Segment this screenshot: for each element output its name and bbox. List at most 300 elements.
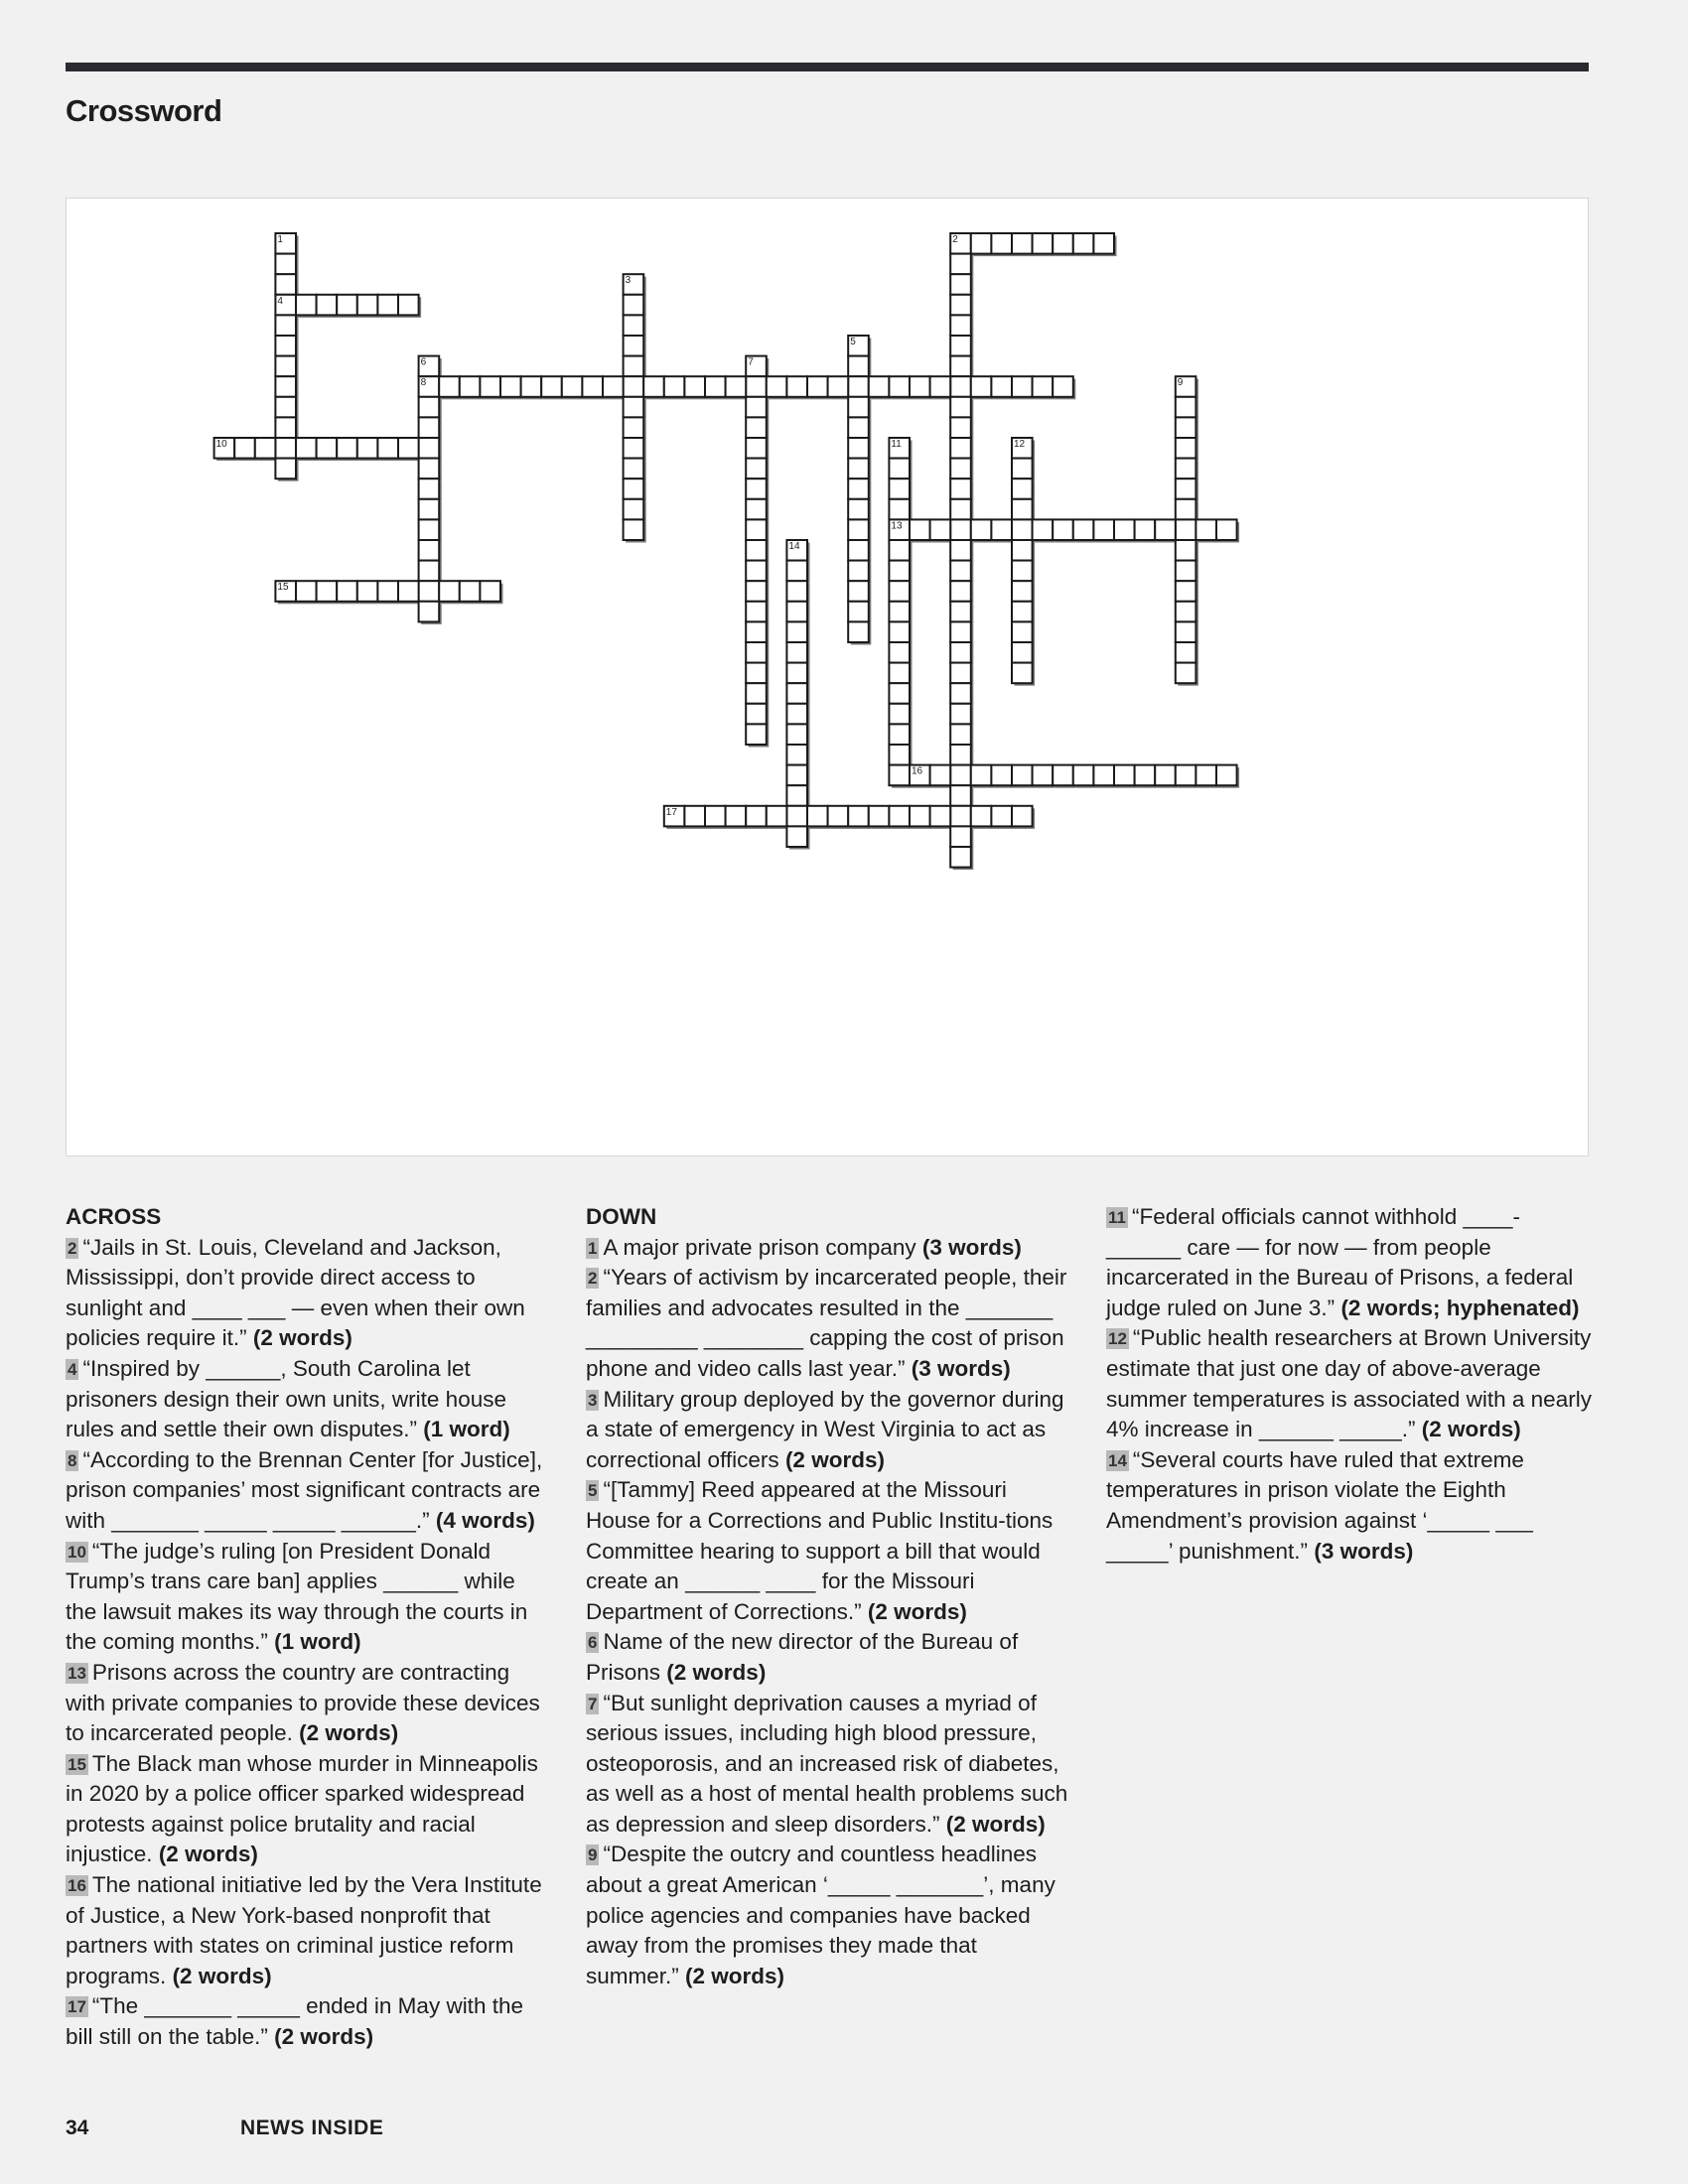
grid-cell[interactable] xyxy=(1012,806,1033,827)
grid-cell[interactable] xyxy=(930,806,951,827)
grid-cell[interactable] xyxy=(786,621,807,642)
clue-number-badge: 7 xyxy=(588,1694,598,1713)
grid-cell[interactable] xyxy=(275,315,296,336)
grid-cell[interactable] xyxy=(705,806,726,827)
grid-cell[interactable] xyxy=(1196,519,1216,540)
grid-cell[interactable] xyxy=(746,683,767,704)
grid-cell[interactable] xyxy=(1176,663,1196,684)
clue-text: Name of the new director of the Bureau of Prisons xyxy=(586,1629,1019,1685)
grid-cell[interactable] xyxy=(889,499,910,520)
clue-number-badge: 3 xyxy=(588,1390,598,1410)
grid-cell[interactable] xyxy=(255,438,276,459)
grid-cell[interactable] xyxy=(624,397,644,418)
grid-cell[interactable] xyxy=(950,540,971,561)
grid-cell[interactable] xyxy=(828,806,849,827)
grid-cell[interactable] xyxy=(1073,519,1094,540)
clue-word-count: (3 words) xyxy=(921,1234,1022,1260)
grid-cell[interactable] xyxy=(950,806,971,827)
grid-cell[interactable] xyxy=(950,704,971,725)
grid-cell[interactable] xyxy=(624,376,644,397)
clue-text: “[Tammy] Reed appeared at the Missouri House for a Corrections and Public Institu-tions Committee hearing to support a bill that would create an ______ ____ for the Missouri Department of Corrections.” xyxy=(586,1477,1054,1624)
grid-cell[interactable] xyxy=(746,642,767,663)
grid-cell[interactable] xyxy=(848,499,869,520)
grid-cell[interactable] xyxy=(746,417,767,438)
grid-cell-number: 16 xyxy=(912,765,923,777)
grid-cell[interactable] xyxy=(377,581,398,602)
grid-cell[interactable] xyxy=(234,438,255,459)
grid-cell[interactable] xyxy=(582,376,603,397)
grid-cell[interactable] xyxy=(1176,478,1196,499)
grid-cell[interactable] xyxy=(1135,765,1156,786)
grid-cell[interactable] xyxy=(889,459,910,479)
grid-cell[interactable] xyxy=(950,724,971,745)
grid-cell[interactable] xyxy=(275,438,296,459)
grid-cell[interactable] xyxy=(398,295,419,316)
grid-cell[interactable] xyxy=(786,561,807,582)
grid-cell[interactable] xyxy=(950,478,971,499)
grid-cell[interactable] xyxy=(950,581,971,602)
grid-cell[interactable] xyxy=(991,519,1012,540)
grid-cell[interactable] xyxy=(950,274,971,295)
grid-cell[interactable] xyxy=(357,295,378,316)
grid-cell[interactable] xyxy=(1012,499,1033,520)
grid-cell[interactable] xyxy=(786,724,807,745)
grid-cell[interactable] xyxy=(950,663,971,684)
grid-cell[interactable] xyxy=(521,376,542,397)
grid-cell[interactable] xyxy=(848,561,869,582)
grid-cell[interactable] xyxy=(419,499,440,520)
grid-cell[interactable] xyxy=(275,274,296,295)
grid-cell[interactable] xyxy=(889,704,910,725)
grid-cell[interactable] xyxy=(1012,642,1033,663)
clue-item xyxy=(66,1233,552,1354)
grid-cell[interactable] xyxy=(950,621,971,642)
grid-cell[interactable] xyxy=(950,561,971,582)
grid-cell[interactable] xyxy=(950,519,971,540)
clue-text: Military group deployed by the governor during a state of emergency in West Virginia to act as correctional officers xyxy=(586,1386,1064,1472)
grid-cell[interactable] xyxy=(1216,765,1237,786)
clue-item xyxy=(66,1537,552,1658)
grid-cell[interactable] xyxy=(1012,540,1033,561)
grid-cell[interactable] xyxy=(1012,621,1033,642)
grid-cell[interactable] xyxy=(624,438,644,459)
grid-cell[interactable] xyxy=(1176,621,1196,642)
grid-cell[interactable] xyxy=(950,642,971,663)
grid-cell[interactable] xyxy=(562,376,583,397)
clue-text: “The judge’s ruling [on President Donald Trump’s trans care ban] applies ______ while the lawsuit makes its way through the courts in the coming months.” xyxy=(66,1538,528,1655)
grid-cell[interactable] xyxy=(624,356,644,377)
grid-cell[interactable] xyxy=(950,826,971,847)
grid-cell[interactable] xyxy=(971,806,992,827)
grid-cell[interactable] xyxy=(950,438,971,459)
grid-cell[interactable] xyxy=(848,376,869,397)
grid-cell[interactable] xyxy=(1176,417,1196,438)
grid-cell[interactable] xyxy=(419,438,440,459)
grid-cell[interactable] xyxy=(950,254,971,275)
grid-cell[interactable] xyxy=(1053,765,1073,786)
grid-cell[interactable] xyxy=(971,519,992,540)
grid-cell[interactable] xyxy=(419,397,440,418)
grid-cell[interactable] xyxy=(726,806,747,827)
clue-text: “Jails in St. Louis, Cleveland and Jackson, Mississippi, don’t provide direct access to sunlight and ____ ___ — even when their own policies require it.” xyxy=(66,1234,525,1351)
grid-cell[interactable] xyxy=(848,438,869,459)
clue-word-count: (2 words) xyxy=(867,1598,967,1624)
grid-cell[interactable] xyxy=(889,663,910,684)
grid-cell[interactable] xyxy=(889,602,910,622)
grid-cell[interactable] xyxy=(848,602,869,622)
grid-cell[interactable] xyxy=(1176,561,1196,582)
grid-cell[interactable] xyxy=(767,376,787,397)
grid-cell[interactable] xyxy=(786,745,807,765)
clue-number-badge: 1 xyxy=(588,1238,598,1258)
grid-cell[interactable] xyxy=(828,376,849,397)
grid-cell[interactable] xyxy=(296,295,317,316)
grid-cell[interactable] xyxy=(848,356,869,377)
grid-cell[interactable] xyxy=(889,478,910,499)
grid-cell[interactable] xyxy=(767,806,787,827)
grid-cell[interactable] xyxy=(950,683,971,704)
grid-cell[interactable] xyxy=(357,438,378,459)
grid-cell[interactable] xyxy=(317,581,338,602)
grid-cell[interactable] xyxy=(664,376,685,397)
clue-text: “According to the Brennan Center [for Justice], prison companies’ most significant contracts are with _______ _____ _____ ______.” xyxy=(66,1446,543,1533)
clue-item xyxy=(586,1840,1072,1991)
grid-cell[interactable] xyxy=(889,806,910,827)
grid-cell[interactable] xyxy=(746,519,767,540)
page-title: Crossword xyxy=(66,93,222,128)
clue-text: “Federal officials cannot withhold ____-______ care — for now — from people incarcerated in the Bureau of Prisons, a federal judge ruled on June 3.” xyxy=(1106,1204,1574,1320)
clue-number-badge: 4 xyxy=(68,1359,77,1379)
grid-cell-number: 6 xyxy=(420,356,427,368)
grid-cell[interactable] xyxy=(317,295,338,316)
grid-cell[interactable] xyxy=(889,765,910,786)
down-clue-list-continued xyxy=(1106,1202,1593,1567)
grid-cell[interactable] xyxy=(746,499,767,520)
grid-cell[interactable] xyxy=(1093,233,1114,254)
grid-cell[interactable] xyxy=(950,336,971,356)
clue-text: “Public health researchers at Brown University estimate that just one day of above-average summer temperatures is associated with a nearly 4% increase in ______ _____.” xyxy=(1106,1325,1592,1442)
grid-cell[interactable] xyxy=(275,417,296,438)
grid-cell[interactable] xyxy=(1196,765,1216,786)
grid-cell[interactable] xyxy=(930,519,951,540)
grid-cell[interactable] xyxy=(1012,663,1033,684)
grid-cell[interactable] xyxy=(1176,602,1196,622)
grid-cell[interactable] xyxy=(1012,765,1033,786)
grid-cell[interactable] xyxy=(950,315,971,336)
grid-cell[interactable] xyxy=(460,581,481,602)
grid-cell[interactable] xyxy=(624,478,644,499)
grid-cell[interactable] xyxy=(1012,478,1033,499)
clue-item xyxy=(586,1475,1072,1627)
grid-cell[interactable] xyxy=(950,602,971,622)
grid-cell[interactable] xyxy=(1053,233,1073,254)
grid-cell[interactable] xyxy=(746,621,767,642)
grid-cell[interactable] xyxy=(848,806,869,827)
grid-cell[interactable] xyxy=(786,704,807,725)
grid-cell[interactable] xyxy=(1176,540,1196,561)
grid-cell[interactable] xyxy=(317,438,338,459)
grid-cell[interactable] xyxy=(950,295,971,316)
grid-cell[interactable] xyxy=(746,581,767,602)
grid-cell[interactable] xyxy=(889,642,910,663)
grid-cell[interactable] xyxy=(275,459,296,479)
grid-cell[interactable] xyxy=(991,233,1012,254)
grid-cell[interactable] xyxy=(807,376,828,397)
grid-cell[interactable] xyxy=(1176,397,1196,418)
grid-cell[interactable] xyxy=(1093,765,1114,786)
grid-cell[interactable] xyxy=(296,438,317,459)
grid-cell[interactable] xyxy=(1176,765,1196,786)
grid-cell[interactable] xyxy=(1216,519,1237,540)
grid-cell[interactable] xyxy=(1012,561,1033,582)
clue-number-badge: 14 xyxy=(1108,1450,1127,1470)
grid-cell[interactable] xyxy=(991,765,1012,786)
grid-cell[interactable] xyxy=(1033,233,1054,254)
grid-cell[interactable] xyxy=(1012,459,1033,479)
grid-cell[interactable] xyxy=(1176,438,1196,459)
grid-cell[interactable] xyxy=(950,397,971,418)
grid-cell[interactable] xyxy=(869,376,890,397)
grid-cell[interactable] xyxy=(889,724,910,745)
grid-cell[interactable] xyxy=(419,581,440,602)
grid-cell[interactable] xyxy=(848,397,869,418)
clue-item xyxy=(66,1991,552,2052)
grid-cell[interactable] xyxy=(889,581,910,602)
grid-cell[interactable] xyxy=(337,581,357,602)
clue-word-count: (2 words) xyxy=(172,1963,272,1988)
grid-cell[interactable] xyxy=(910,376,930,397)
clue-text: The Black man whose murder in Minneapolis in 2020 by a police officer sparked widespread protests against police brutality and racial injustice. xyxy=(66,1750,538,1867)
grid-cell[interactable] xyxy=(419,602,440,622)
grid-cell[interactable] xyxy=(746,438,767,459)
grid-cell[interactable] xyxy=(786,765,807,786)
grid-cell[interactable] xyxy=(1073,233,1094,254)
grid-cell[interactable] xyxy=(398,581,419,602)
page-number: 34 xyxy=(66,2116,89,2139)
clue-item xyxy=(1106,1323,1593,1444)
grid-cell[interactable] xyxy=(1012,519,1033,540)
grid-cell[interactable] xyxy=(889,745,910,765)
grid-cell[interactable] xyxy=(275,356,296,377)
grid-cell[interactable] xyxy=(786,602,807,622)
grid-cell[interactable] xyxy=(419,561,440,582)
grid-cell[interactable] xyxy=(971,765,992,786)
grid-cell[interactable] xyxy=(398,438,419,459)
grid-cell[interactable] xyxy=(991,376,1012,397)
grid-cell[interactable] xyxy=(786,826,807,847)
clue-text: The national initiative led by the Vera Institute of Justice, a New York-based nonprofit that partners with states on criminal justice reform programs. xyxy=(66,1872,542,1988)
grid-cell[interactable] xyxy=(541,376,562,397)
grid-cell[interactable] xyxy=(971,376,992,397)
grid-cell[interactable] xyxy=(684,806,705,827)
grid-cell[interactable] xyxy=(889,683,910,704)
clue-word-count: (1 word) xyxy=(423,1417,510,1442)
grid-cell[interactable] xyxy=(1053,376,1073,397)
clue-number-badge: 5 xyxy=(588,1481,598,1501)
grid-cell[interactable] xyxy=(786,785,807,806)
grid-cell[interactable] xyxy=(377,438,398,459)
grid-cell[interactable] xyxy=(1053,519,1073,540)
grid-cell[interactable] xyxy=(848,581,869,602)
grid-cell[interactable] xyxy=(950,847,971,868)
across-clue-list xyxy=(66,1233,552,2053)
grid-cell[interactable] xyxy=(419,417,440,438)
grid-cell[interactable] xyxy=(910,806,930,827)
grid-cell[interactable] xyxy=(684,376,705,397)
grid-cell[interactable] xyxy=(991,806,1012,827)
clue-item xyxy=(586,1689,1072,1841)
grid-cell[interactable] xyxy=(786,376,807,397)
grid-cell[interactable] xyxy=(1012,376,1033,397)
grid-cell[interactable] xyxy=(869,806,890,827)
grid-cell[interactable] xyxy=(889,561,910,582)
grid-cell[interactable] xyxy=(1176,581,1196,602)
grid-cell[interactable] xyxy=(786,581,807,602)
clue-number-badge: 9 xyxy=(588,1845,598,1865)
grid-cell[interactable] xyxy=(1073,765,1094,786)
grid-cell[interactable] xyxy=(848,478,869,499)
grid-cell[interactable] xyxy=(930,765,951,786)
grid-cell-number: 14 xyxy=(788,541,800,552)
grid-cell-number: 1 xyxy=(277,234,283,245)
grid-cell[interactable] xyxy=(337,438,357,459)
grid-cell[interactable] xyxy=(848,459,869,479)
grid-cell[interactable] xyxy=(950,459,971,479)
grid-cell[interactable] xyxy=(786,683,807,704)
grid-cell[interactable] xyxy=(643,376,664,397)
grid-cell[interactable] xyxy=(1033,519,1054,540)
grid-cell[interactable] xyxy=(807,806,828,827)
clue-text: “Several courts have ruled that extreme temperatures in prison violate the Eighth Amendment’s provision against ‘_____ ___ _____’ punishment.” xyxy=(1106,1446,1533,1564)
top-rule xyxy=(66,63,1589,71)
clue-word-count: (2 words) xyxy=(158,1842,258,1867)
grid-cell[interactable] xyxy=(275,254,296,275)
grid-cell[interactable] xyxy=(1012,233,1033,254)
grid-cell[interactable] xyxy=(889,621,910,642)
grid-cell[interactable] xyxy=(275,397,296,418)
grid-cell[interactable] xyxy=(296,581,317,602)
grid-cell[interactable] xyxy=(1012,581,1033,602)
grid-cell[interactable] xyxy=(1033,376,1054,397)
grid-cell[interactable] xyxy=(950,356,971,377)
clue-text: A major private prison company xyxy=(603,1234,916,1260)
grid-cell[interactable] xyxy=(848,519,869,540)
grid-cell[interactable] xyxy=(1176,499,1196,520)
grid-cell[interactable] xyxy=(950,376,971,397)
grid-cell[interactable] xyxy=(603,376,624,397)
grid-cell[interactable] xyxy=(950,785,971,806)
grid-cell[interactable] xyxy=(480,581,500,602)
grid-cell[interactable] xyxy=(848,417,869,438)
grid-cell[interactable] xyxy=(1114,519,1135,540)
grid-cell[interactable] xyxy=(275,336,296,356)
grid-cell[interactable] xyxy=(910,519,930,540)
grid-cell[interactable] xyxy=(786,806,807,827)
grid-cell[interactable] xyxy=(746,663,767,684)
grid-cell[interactable] xyxy=(746,478,767,499)
grid-cell[interactable] xyxy=(705,376,726,397)
grid-cell[interactable] xyxy=(1176,642,1196,663)
clue-number-badge: 2 xyxy=(588,1269,598,1289)
across-clues-column xyxy=(66,1202,552,2053)
clue-item xyxy=(1106,1202,1593,1323)
grid-cell[interactable] xyxy=(1176,459,1196,479)
grid-cell-number: 5 xyxy=(850,337,856,347)
grid-cell[interactable] xyxy=(746,376,767,397)
grid-cell[interactable] xyxy=(1114,765,1135,786)
grid-cell[interactable] xyxy=(889,376,910,397)
grid-cell[interactable] xyxy=(275,376,296,397)
grid-cell[interactable] xyxy=(1176,519,1196,540)
grid-cell[interactable] xyxy=(746,602,767,622)
clue-number-badge: 15 xyxy=(68,1754,86,1774)
grid-cell[interactable] xyxy=(1012,602,1033,622)
grid-cell[interactable] xyxy=(1155,519,1176,540)
grid-cell[interactable] xyxy=(950,745,971,765)
grid-cell[interactable] xyxy=(950,499,971,520)
grid-cell[interactable] xyxy=(726,376,747,397)
grid-cell[interactable] xyxy=(971,233,992,254)
grid-cell[interactable] xyxy=(950,765,971,786)
grid-cell[interactable] xyxy=(500,376,521,397)
grid-cell[interactable] xyxy=(746,704,767,725)
crossword-grid xyxy=(67,199,1588,1156)
clue-word-count: (2 words) xyxy=(274,2024,374,2050)
grid-cell[interactable] xyxy=(1093,519,1114,540)
grid-cell[interactable] xyxy=(848,540,869,561)
grid-cell[interactable] xyxy=(337,295,357,316)
grid-cell[interactable] xyxy=(1155,765,1176,786)
across-heading: ACROSS xyxy=(66,1204,162,1229)
clue-item xyxy=(66,1445,552,1537)
grid-cell[interactable] xyxy=(746,397,767,418)
grid-cell[interactable] xyxy=(439,376,460,397)
clue-text: “Inspired by ______, South Carolina let prisoners design their own units, write house rules and settle their own disputes.” xyxy=(66,1355,506,1442)
grid-cell[interactable] xyxy=(419,478,440,499)
grid-cell[interactable] xyxy=(746,540,767,561)
grid-cell[interactable] xyxy=(439,581,460,602)
grid-cell[interactable] xyxy=(377,295,398,316)
grid-cell[interactable] xyxy=(624,459,644,479)
grid-cell[interactable] xyxy=(848,621,869,642)
grid-cell[interactable] xyxy=(624,315,644,336)
grid-cell[interactable] xyxy=(746,806,767,827)
grid-cell[interactable] xyxy=(419,519,440,540)
grid-cell[interactable] xyxy=(624,417,644,438)
grid-cell[interactable] xyxy=(746,724,767,745)
grid-cell[interactable] xyxy=(1135,519,1156,540)
grid-cell[interactable] xyxy=(357,581,378,602)
grid-cell[interactable] xyxy=(624,336,644,356)
grid-cell[interactable] xyxy=(746,459,767,479)
grid-cell[interactable] xyxy=(1033,765,1054,786)
grid-cell[interactable] xyxy=(786,642,807,663)
grid-cell[interactable] xyxy=(950,417,971,438)
grid-cell[interactable] xyxy=(419,459,440,479)
grid-cell[interactable] xyxy=(889,540,910,561)
clue-number-badge: 8 xyxy=(68,1450,77,1470)
grid-cell[interactable] xyxy=(624,295,644,316)
grid-cell[interactable] xyxy=(480,376,500,397)
grid-cell[interactable] xyxy=(930,376,951,397)
grid-cell[interactable] xyxy=(786,663,807,684)
grid-cell[interactable] xyxy=(746,561,767,582)
grid-cell[interactable] xyxy=(624,519,644,540)
grid-cell[interactable] xyxy=(624,499,644,520)
grid-cell[interactable] xyxy=(419,540,440,561)
clue-item xyxy=(1106,1445,1593,1567)
grid-cell[interactable] xyxy=(460,376,481,397)
